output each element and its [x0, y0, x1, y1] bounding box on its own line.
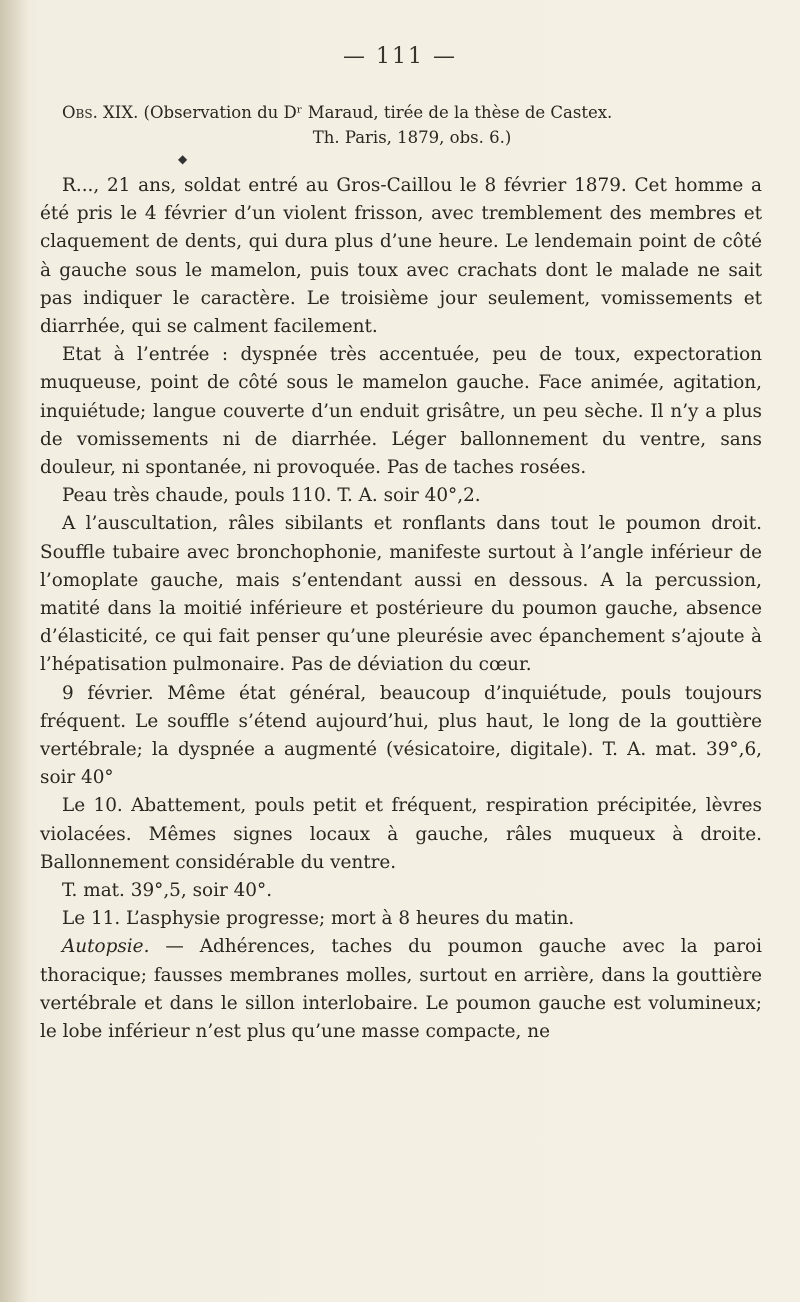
heading-source: (Observation du Dʳ Maraud, tirée de la thèse de Castex.: [138, 103, 613, 122]
page-number: — 111 —: [343, 44, 457, 69]
paragraph-feb-11: Le 11. L’asphysie progresse; mort à 8 heures du matin.: [62, 908, 575, 930]
observation-label: Obs. XIX.: [62, 103, 139, 122]
heading-reference: Th. Paris, 1879, obs. 6.): [312, 128, 512, 147]
paragraph-autopsy: [40, 933, 762, 1046]
paragraph-feb-10: Le 10. Abattement, pouls petit et fréquent, respiration précipitée, lèvres violacées. Mêmes signes locaux à gauche, râles muqueux à droite. Ballonnement considérable du ventre.: [40, 795, 762, 873]
paragraph-history: R..., 21 ans, soldat entré au Gros-Caillou le 8 février 1879. Cet homme a été pris le 4 février d’un violent frisson, avec tremblement des membres et claquement de dents, qui dura plus d’une heure. Le lendemain point de côté à gauche sous le mamelon, puis toux avec crachats dont le malade ne sait pas indiquer le caractère. Le troisième jour seulement, vomissements et diarrhée, qui se calment facilement.: [40, 175, 762, 338]
autopsy-label: Autopsie.: [62, 936, 150, 958]
ornament-mark: ◆: [178, 152, 188, 166]
paragraph-auscultation: A l’auscultation, râles sibilants et ronflants dans tout le poumon droit. Souffle tubaire avec bronchophonie, manifeste surtout à l’angle inférieur de l’omoplate gauche, mais s’entendant aussi en dessous. A la percussion, matité dans la moitié inférieure et postérieure du poumon gauche, absence d’élasticité, ce qui fait penser qu’une pleurésie avec épanchement s’ajoute à l’hépatisation pulmonaire. Pas de déviation du cœur.: [40, 513, 762, 676]
paragraph-vitals: Peau très chaude, pouls 110. T. A. soir 40°,2.: [62, 485, 481, 507]
paragraph-temperature: T. mat. 39°,5, soir 40°.: [62, 880, 273, 902]
observation-heading: [62, 100, 762, 150]
paragraph-feb-9: 9 février. Même état général, beaucoup d’inquiétude, pouls toujours fréquent. Le souffle s’étend aujourd’hui, plus haut, le long de la gouttière vertébrale; la dyspnée a augmenté (vésicatoire, digitale). T. A. mat. 39°,6, soir 40°: [40, 682, 762, 789]
autopsy-text: — Adhérences, taches du poumon gauche avec la paroi thoracique; fausses membranes molles, surtout en arrière, dans la gouttière vertébrale et dans le sillon interlobaire. Le poumon gauche est volumineux; le lobe inférieur n’est plus qu’une masse compacte, ne: [40, 936, 762, 1043]
body-text: [40, 172, 762, 1046]
paragraph-admission-state: Etat à l’entrée : dyspnée très accentuée, peu de toux, expectoration muqueuse, point de côté sous le mamelon gauche. Face animée, agitation, inquiétude; langue couverte d’un enduit grisâtre, un peu sèche. Il n’y a plus de vomissements ni de diarrhée. Léger ballonnement du ventre, sans douleur, ni spontanée, ni provoquée. Pas de taches rosées.: [40, 344, 762, 479]
page-edge-shadow: [0, 0, 28, 1302]
